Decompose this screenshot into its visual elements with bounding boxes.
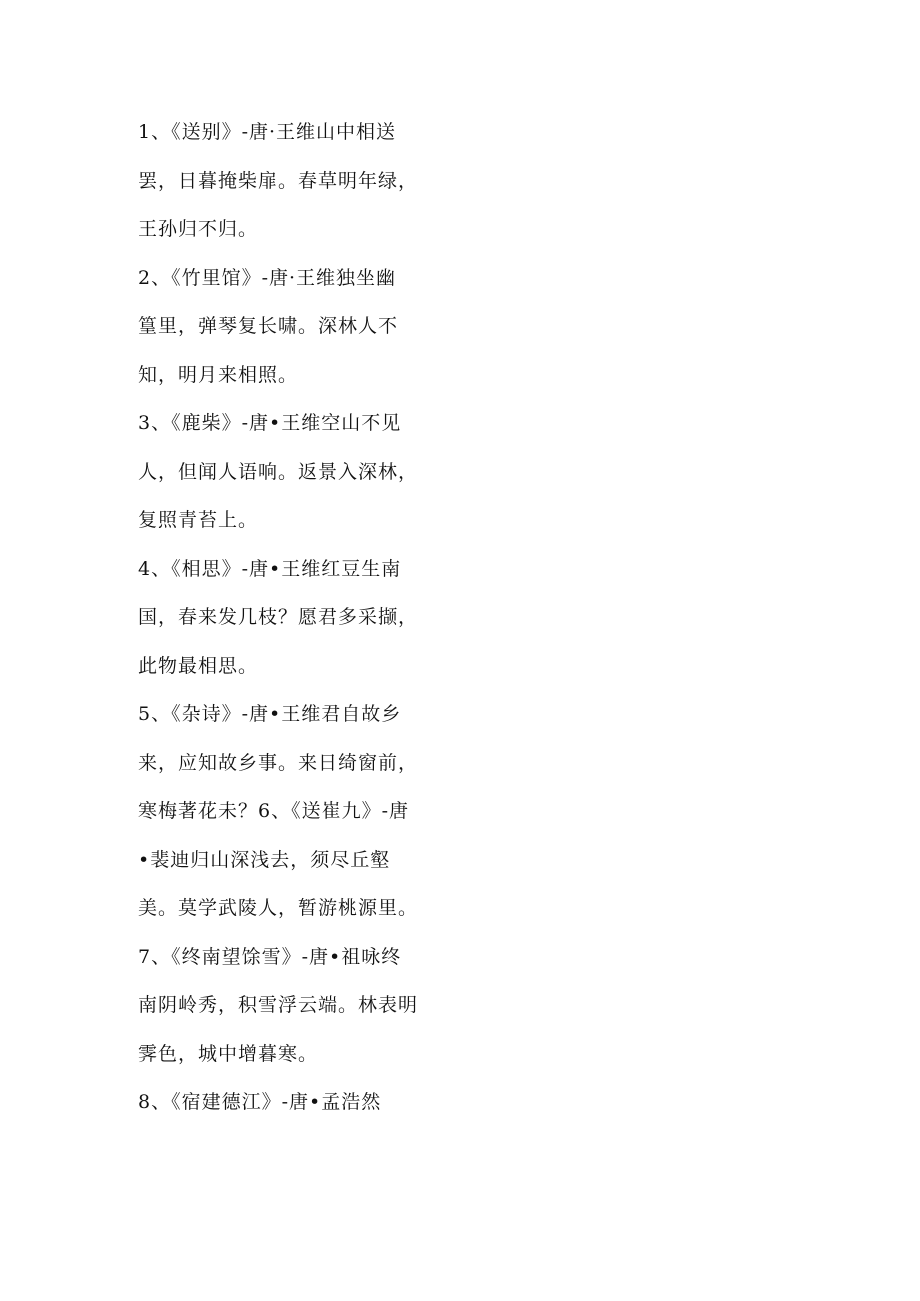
text-line: 罢，日暮掩柴扉。春草明年绿， (138, 169, 419, 192)
text-line: 7、《终南望馀雪》-唐•祖咏终 (138, 945, 402, 968)
text-line: 此物最相思。 (138, 654, 259, 677)
text-line: 8、《宿建德江》-唐•孟浩然 (138, 1091, 382, 1113)
poem-text-block (138, 108, 438, 1127)
text-line: 国，春来发几枝？愿君多采撷， (138, 606, 419, 628)
text-line: 篁里，弹琴复长啸。深林人不 (138, 315, 399, 337)
text-line: 1、《送别》-唐·王维山中相送 (138, 121, 397, 143)
text-line: 5、《杂诗》-唐•王维君自故乡 (138, 703, 402, 725)
text-line: 人，但闻人语响。返景入深林， (138, 460, 419, 483)
text-line: 4、《相思》-唐•王维红豆生南 (138, 557, 402, 580)
text-line: 复照青苔上。 (138, 509, 259, 531)
text-line: 南阴岭秀，积雪浮云端。林表明 (138, 994, 419, 1016)
text-line: 2、《竹里馆》-唐·王维独坐幽 (138, 266, 397, 289)
text-line: 王孙归不归。 (138, 218, 259, 240)
text-line: 美。莫学武陵人，暂游桃源里。 (138, 897, 419, 919)
text-line: 寒梅著花未？6、《送崔九》-唐 (138, 800, 410, 822)
text-line: 3、《鹿柴》-唐•王维空山不见 (138, 412, 402, 434)
text-line: 来，应知故乡事。来日绮窗前， (138, 751, 419, 774)
text-line: •裴迪归山深浅去，须尽丘壑 (138, 848, 391, 871)
text-line: 知，明月来相照。 (138, 363, 299, 386)
text-line: 霁色，城中增暮寒。 (138, 1042, 319, 1065)
